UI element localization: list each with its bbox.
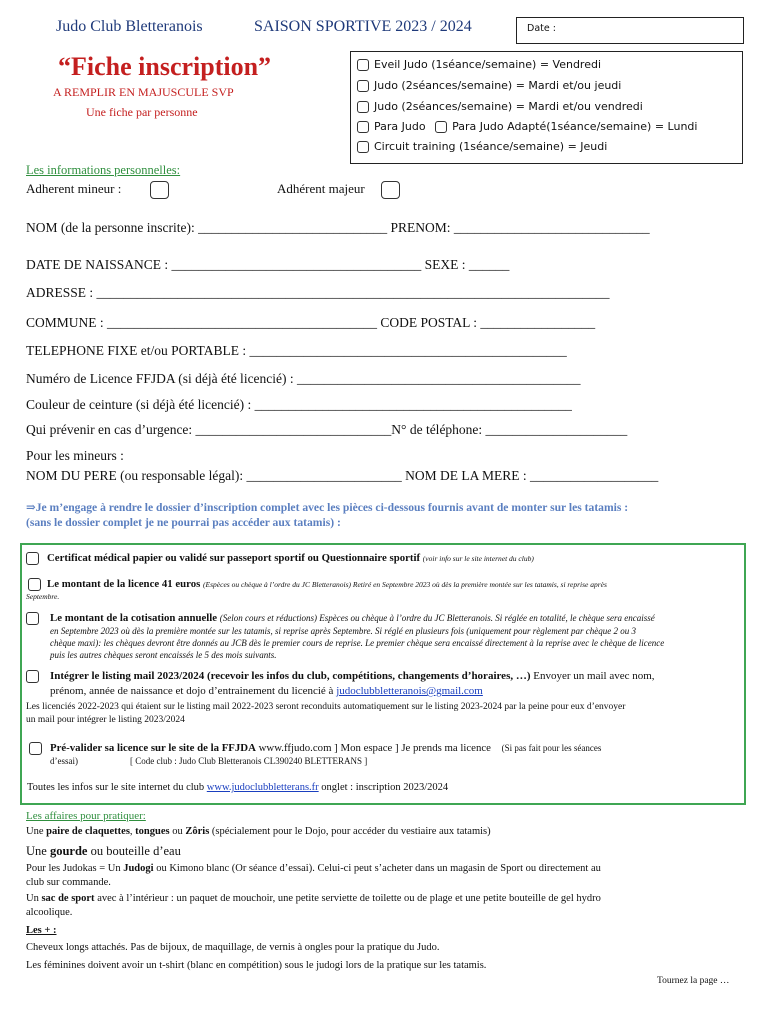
mailing-list-note-1: Les licenciés 2022-2023 qui étaient sur le listing mail 2022-2023 seront reconduits automatiquement sur le listing 2023-2024 par la peine pour eux d’envoyer [26, 702, 626, 712]
mailing-list-note-2: un mail pour intégrer le listing 2023/2024 [26, 715, 185, 725]
equipment-line-3 [26, 863, 601, 874]
certificate-note: (voir info sur le site internet du club) [422, 554, 534, 563]
license-number-field[interactable]: Numéro de Licence FFJDA (si déjà été licencié) : __________________________________________ [26, 371, 581, 386]
prevalidate-label: Pré-valider sa licence sur le site de la FFJDA [50, 742, 256, 754]
text-part: (spécialement pour le Dojo, pour accéder du vestiaire aux tatamis) [209, 826, 491, 837]
commitment-note: (sans le dossier complet je ne pourrai pas accéder aux tatamis) : [26, 516, 341, 529]
mailing-list-instruction: prénom, année de naissance et dojo d’entrainement du licencié à [50, 685, 337, 697]
text-bold: sac de sport [41, 893, 95, 904]
license-fee-label: Le montant de la licence 41 euros [47, 578, 201, 590]
equipment-line-2 [26, 844, 181, 859]
option-label: Judo (2séances/semaine) = Mardi et/ou jeudi [374, 79, 622, 92]
license-fee-checkbox[interactable] [28, 578, 41, 591]
certificate-item [47, 552, 534, 564]
license-fee-note: (Espèces ou chèque à l’ordre du JC Bletteranois) Retiré en Septembre 2023 où dès la première montée sur les tatamis, si reprise après [203, 580, 607, 589]
text-part: Un [26, 893, 42, 904]
option-label: Para Judo Adapté(1séance/semaine) = Lundi [452, 120, 698, 133]
mailing-list-checkbox[interactable] [26, 670, 39, 683]
parents-field[interactable]: NOM DU PERE (ou responsable légal): _______________________ NOM DE LA MERE : ___________________ [26, 468, 659, 483]
cotisation-item [50, 612, 655, 624]
prevalidate-checkbox[interactable] [29, 742, 42, 755]
equipment-line-1 [26, 826, 491, 837]
club-website-link[interactable]: www.judoclubbletterans.fr [206, 782, 319, 793]
cotisation-note-4: puis les autres chèques seront encaissés le 5 des mois suivants. [50, 650, 277, 660]
cotisation-checkbox[interactable] [26, 612, 39, 625]
site-info [27, 782, 448, 793]
text-part: avec à l’intérieur : un paquet de mouchoir, une petite serviette de toilette ou de plage et une petite bouteille de gel hydro [94, 893, 601, 904]
text-part: , [129, 826, 136, 837]
emergency-contact-field[interactable]: Qui prévenir en cas d’urgence: _____________________________N° de téléphone: _____________________ [26, 422, 628, 437]
course-options-box [350, 51, 743, 164]
club-email-link[interactable]: judoclubbletteranois@gmail.com [336, 685, 483, 697]
equipment-line-3b: club sur commande. [26, 877, 111, 888]
requirements-box [20, 543, 746, 805]
text-bold: Judogi [123, 863, 154, 874]
personal-info-heading: Les informations personnelles: [26, 163, 181, 177]
option-label: Circuit training (1séance/semaine) = Jeudi [374, 140, 608, 153]
page-title: “Fiche inscription” [58, 52, 272, 81]
prevalidate-item [50, 742, 601, 754]
club-name: Judo Club Bletteranois [56, 18, 203, 35]
cotisation-label: Le montant de la cotisation annuelle [50, 612, 218, 624]
certificate-checkbox[interactable] [26, 552, 39, 565]
checkbox[interactable] [357, 101, 369, 113]
date-label: Date : [527, 23, 556, 34]
checkbox[interactable] [357, 121, 369, 133]
extras-line-1: Cheveux longs attachés. Pas de bijoux, de maquillage, de vernis à ongles pour la pratique du Judo. [26, 942, 440, 953]
option-para-judo[interactable] [357, 120, 697, 133]
text-part: Une [26, 826, 47, 837]
option-label: Judo (2séances/semaine) = Mardi et/ou vendredi [374, 100, 643, 113]
fill-instruction: A REMPLIR EN MAJUSCULE SVP [53, 85, 234, 99]
mailing-list-line2 [50, 685, 483, 697]
option-judo-mardi-vendredi[interactable] [357, 100, 643, 113]
checkbox[interactable] [357, 59, 369, 71]
option-judo-mardi-jeudi[interactable] [357, 79, 621, 92]
commune-field[interactable]: COMMUNE : ________________________________________ CODE POSTAL : _________________ [26, 315, 596, 330]
mailing-list-rest: Envoyer un mail avec nom, [530, 670, 655, 682]
license-fee-item [47, 578, 607, 590]
option-label: Eveil Judo (1séance/semaine) = Vendredi [374, 58, 602, 71]
club-code: [ Code club : Judo Club Bletteranois CL390240 BLETTERANS ] [130, 756, 368, 766]
commitment-line: ⇒Je m’engage à rendre le dossier d’inscription complet avec les pièces ci-dessous fournis avant de monter sur les tatamis : [26, 501, 629, 514]
major-label: Adhérent majeur [277, 181, 365, 196]
text-bold: gourde [49, 844, 88, 858]
option-label: Para Judo [374, 120, 426, 133]
birthdate-field[interactable]: DATE DE NAISSANCE : _____________________________________ SEXE : ______ [26, 257, 510, 272]
text-part: ou Kimono blanc (Or séance d’essai). Celui-ci peut s’acheter dans un magasin de Sport ou directement au [153, 863, 601, 874]
text-part: Pour les Judokas = Un [26, 863, 124, 874]
certificate-label: Certificat médical papier ou validé sur passeport sportif ou Questionnaire sportif [47, 552, 421, 564]
minors-heading: Pour les mineurs : [26, 448, 124, 463]
option-circuit-training[interactable] [357, 140, 607, 153]
cotisation-note-2: en Septembre 2023 où dès la première montée sur les tatamis, si reprise après Septembre. Si réglé en plusieurs fois (uniquement pour règlement par chèque 2 ou 3 [50, 626, 636, 636]
equipment-line-4b: alcoolique. [26, 907, 73, 918]
minor-checkbox[interactable] [150, 181, 169, 199]
phone-field[interactable]: TELEPHONE FIXE et/ou PORTABLE : _______________________________________________ [26, 343, 567, 358]
prevalidate-steps: www.ffjudo.com ] Mon espace ] Je prends ma licence [255, 742, 491, 754]
address-field[interactable]: ADRESSE : ____________________________________________________________________________ [26, 285, 610, 300]
checkbox[interactable] [357, 80, 369, 92]
checkbox[interactable] [357, 141, 369, 153]
major-checkbox[interactable] [381, 181, 400, 199]
prevalidate-paren: (Si pas fait pour les séances [501, 743, 602, 753]
season-label: SAISON SPORTIVE 2023 / 2024 [254, 18, 472, 35]
option-eveil-judo[interactable] [357, 58, 601, 71]
license-fee-note-cont: Septembre. [26, 592, 60, 601]
name-field[interactable]: NOM (de la personne inscrite): ____________________________ PRENOM: _____________________________ [26, 220, 650, 235]
turn-page-note: Tournez la page … [657, 976, 730, 986]
cotisation-note-3: chèque maxi): les chèques devront être donnés au JCB dès le premier cours de reprise. Le premier chèque sera encaissé directement à la reprise avec le chèque de licence [50, 638, 665, 648]
prevalidate-line2a: d’essai) [50, 756, 78, 766]
cotisation-note: (Selon cours et réductions) Espèces ou chèque à l’ordre du JC Bletteranois. Si réglée en totalité, le chèque sera encaissé [219, 613, 655, 623]
site-info-text: Toutes les infos sur le site internet du club [27, 782, 207, 793]
equipment-heading: Les affaires pour pratiquer: [26, 810, 146, 822]
equipment-line-4 [26, 893, 601, 904]
extras-heading: Les + : [26, 925, 57, 936]
minor-label: Adherent mineur : [26, 181, 122, 196]
site-info-tab: onglet : inscription 2023/2024 [318, 782, 449, 793]
mailing-list-item [50, 670, 655, 682]
text-part: ou [169, 826, 186, 837]
text-part: Une [26, 844, 50, 858]
text-bold: tongues [135, 826, 170, 837]
checkbox[interactable] [435, 121, 447, 133]
extras-line-2: Les féminines doivent avoir un t-shirt (blanc en compétition) sous le judogi lors de la pratique sur les tatamis. [26, 960, 487, 971]
mailing-list-label: Intégrer le listing mail 2023/2024 (recevoir les infos du club, compétitions, changements d’horaires, …) [50, 670, 531, 682]
date-box[interactable] [516, 17, 744, 44]
text-bold: Zôris [185, 826, 210, 837]
text-part: ou bouteille d’eau [87, 844, 181, 858]
belt-color-field[interactable]: Couleur de ceinture (si déjà été licencié) : _______________________________________________ [26, 397, 572, 412]
one-form-note: Une fiche par personne [86, 105, 198, 119]
text-bold: paire de claquettes [46, 826, 130, 837]
